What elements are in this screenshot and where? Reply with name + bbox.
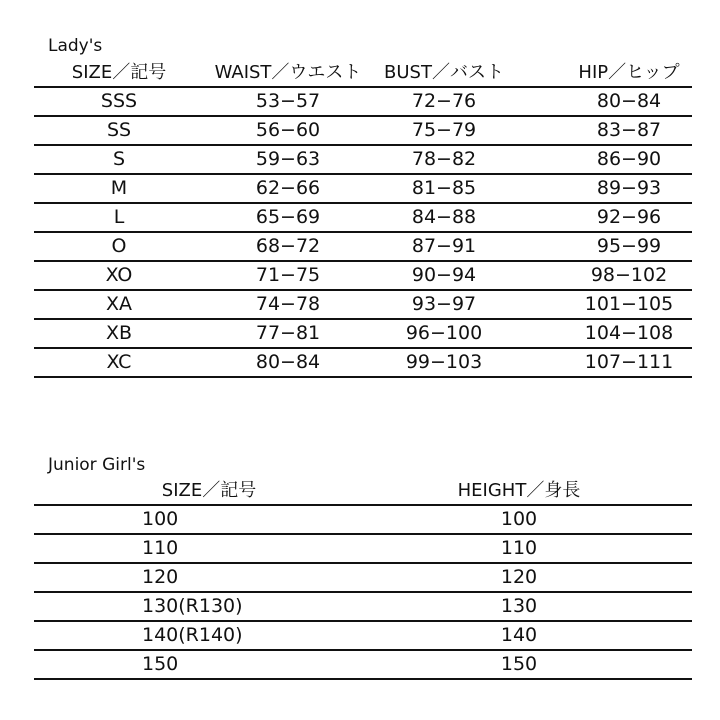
ladys-cell-hip: 92−96	[596, 206, 662, 228]
ladys-cell-waist: 59−63	[255, 148, 321, 170]
ladys-cell-size: XC	[106, 351, 132, 373]
junior-header-row	[34, 478, 692, 504]
ladys-header-waist: WAIST／ウエスト	[214, 62, 362, 83]
ladys-cell-bust: 72−76	[411, 90, 477, 112]
ladys-cell-bust: 93−97	[411, 293, 477, 315]
ladys-table-row	[34, 291, 692, 320]
ladys-cell-waist: 80−84	[255, 351, 321, 373]
ladys-table-row	[34, 88, 692, 117]
junior-table-row	[34, 651, 692, 680]
junior-table-body	[34, 506, 692, 680]
ladys-table-row	[34, 320, 692, 349]
ladys-cell-bust: 78−82	[411, 148, 477, 170]
ladys-cell-hip: 98−102	[590, 264, 668, 286]
junior-header-size: SIZE／記号	[161, 480, 257, 501]
junior-table-row	[34, 593, 692, 622]
ladys-table-row	[34, 175, 692, 204]
junior-table-row	[34, 506, 692, 535]
ladys-cell-size: S	[112, 148, 126, 170]
ladys-header-row	[34, 60, 692, 86]
ladys-cell-waist: 74−78	[255, 293, 321, 315]
ladys-cell-size: XA	[105, 293, 132, 315]
ladys-cell-hip: 101−105	[584, 293, 674, 315]
ladys-cell-bust: 87−91	[411, 235, 477, 257]
ladys-cell-waist: 71−75	[255, 264, 321, 286]
ladys-cell-hip: 89−93	[596, 177, 662, 199]
junior-table-row	[34, 622, 692, 651]
ladys-header-size: SIZE／記号	[71, 62, 167, 83]
ladys-table-row	[34, 117, 692, 146]
ladys-cell-waist: 65−69	[255, 206, 321, 228]
ladys-header-hip: HIP／ヒップ	[578, 62, 680, 83]
ladys-cell-bust: 75−79	[411, 119, 477, 141]
ladys-cell-hip: 80−84	[596, 90, 662, 112]
junior-cell-size: 110	[142, 537, 179, 559]
ladys-cell-bust: 99−103	[405, 351, 483, 373]
ladys-cell-waist: 56−60	[255, 119, 321, 141]
ladys-cell-hip: 95−99	[596, 235, 662, 257]
junior-size-table	[34, 478, 692, 680]
junior-cell-height: 120	[500, 566, 538, 588]
junior-cell-height: 100	[500, 508, 538, 530]
ladys-cell-bust: 90−94	[411, 264, 477, 286]
junior-cell-size: 140(R140)	[142, 624, 243, 646]
junior-cell-size: 130(R130)	[142, 595, 243, 617]
ladys-table-title: Lady's	[48, 36, 103, 56]
ladys-cell-size: M	[110, 177, 128, 199]
ladys-table-row	[34, 349, 692, 378]
ladys-table-row	[34, 146, 692, 175]
ladys-header-bust: BUST／バスト	[384, 62, 504, 83]
ladys-cell-size: XO	[105, 264, 133, 286]
ladys-table-row	[34, 233, 692, 262]
ladys-cell-size: SSS	[100, 90, 138, 112]
ladys-cell-size: O	[111, 235, 127, 257]
ladys-size-table	[34, 60, 692, 378]
junior-header-height: HEIGHT／身長	[457, 480, 581, 501]
ladys-cell-bust: 81−85	[411, 177, 477, 199]
ladys-cell-hip: 107−111	[584, 351, 674, 373]
junior-cell-size: 150	[142, 653, 179, 675]
ladys-table-body	[34, 88, 692, 378]
ladys-cell-waist: 68−72	[255, 235, 321, 257]
junior-cell-size: 120	[142, 566, 179, 588]
ladys-cell-size: SS	[106, 119, 132, 141]
junior-cell-height: 130	[500, 595, 538, 617]
ladys-table-row	[34, 262, 692, 291]
ladys-table-row	[34, 204, 692, 233]
ladys-cell-waist: 77−81	[255, 322, 321, 344]
junior-cell-height: 110	[500, 537, 538, 559]
ladys-cell-hip: 104−108	[584, 322, 674, 344]
ladys-cell-size: L	[113, 206, 125, 228]
junior-cell-height: 140	[500, 624, 538, 646]
junior-table-title: Junior Girl's	[48, 455, 146, 475]
junior-table-row	[34, 564, 692, 593]
junior-table-row	[34, 535, 692, 564]
ladys-cell-size: XB	[105, 322, 133, 344]
ladys-cell-hip: 86−90	[596, 148, 662, 170]
ladys-cell-hip: 83−87	[596, 119, 662, 141]
ladys-cell-bust: 84−88	[411, 206, 477, 228]
ladys-cell-waist: 53−57	[255, 90, 321, 112]
junior-cell-height: 150	[500, 653, 538, 675]
ladys-cell-bust: 96−100	[405, 322, 483, 344]
junior-cell-size: 100	[142, 508, 179, 530]
ladys-cell-waist: 62−66	[255, 177, 321, 199]
